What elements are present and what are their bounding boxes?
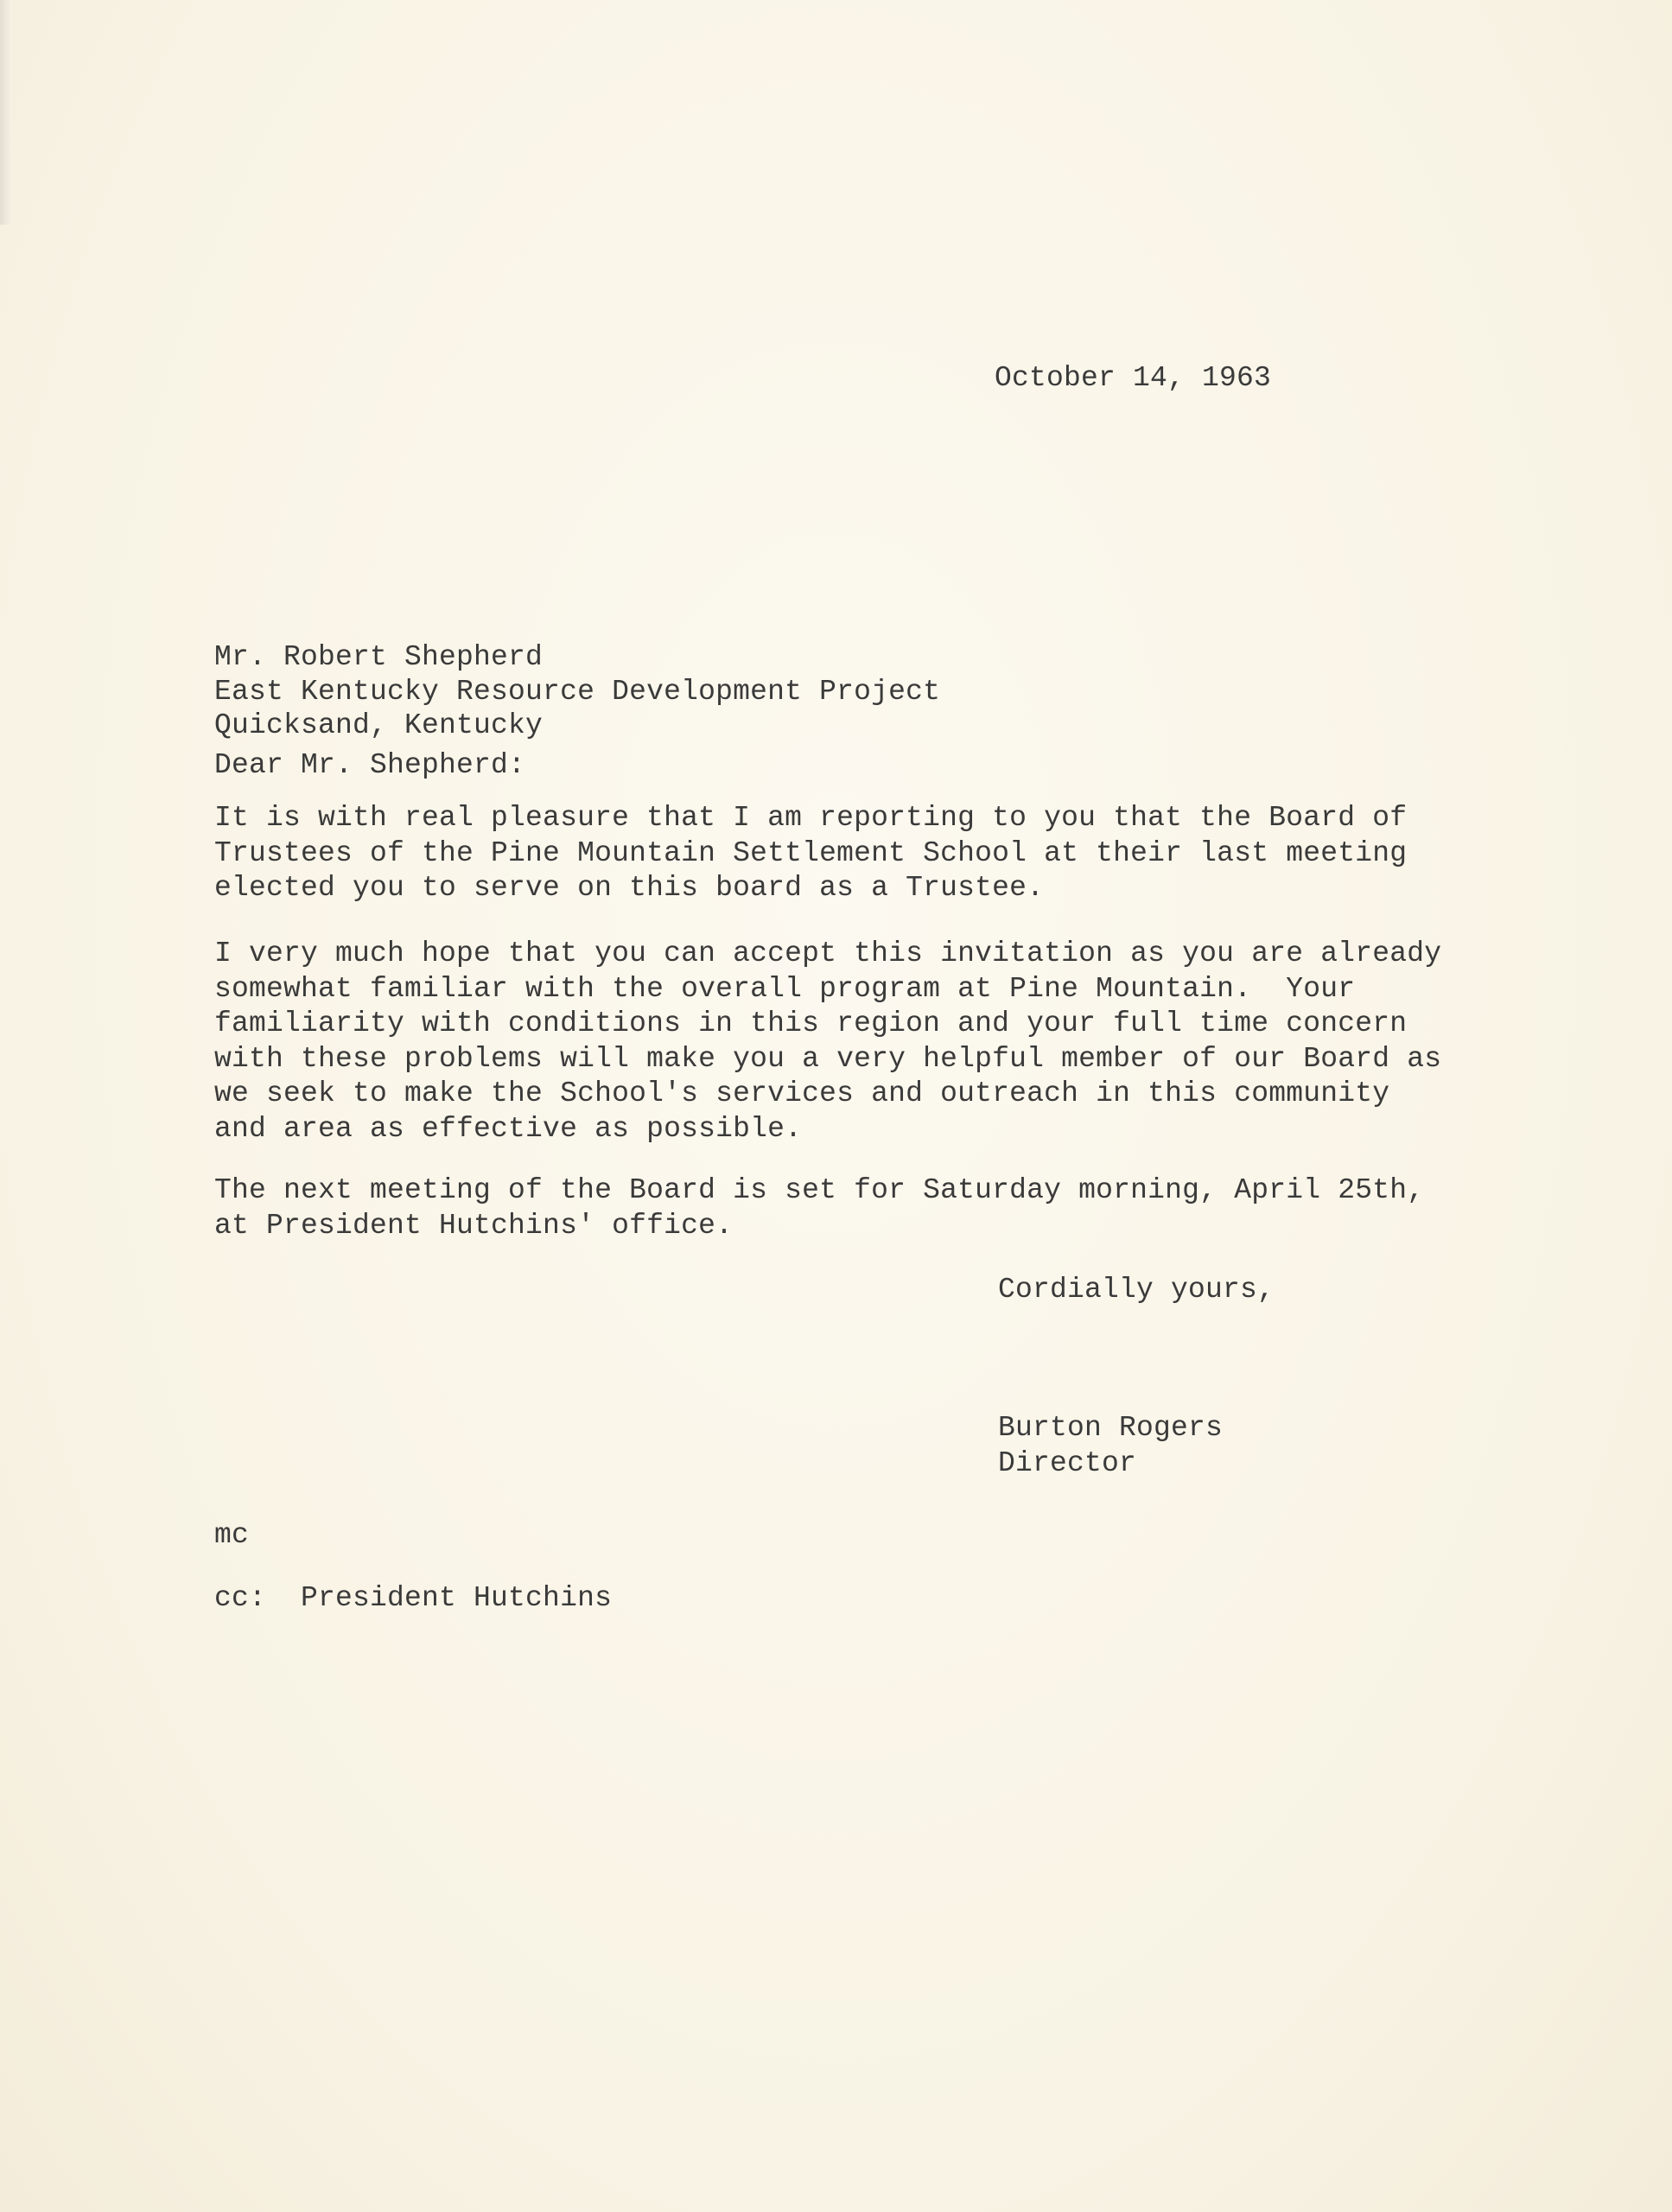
paragraph-line: familiarity with conditions in this region and your full time concern — [214, 1007, 1408, 1039]
paragraph-line: with these problems will make you a very helpful member of our Board as — [214, 1042, 1442, 1075]
signer-name: Burton Rogers — [998, 1412, 1224, 1444]
paragraph-line: somewhat familiar with the overall program at Pine Mountain. Your — [214, 972, 1356, 1005]
paragraph-line: we seek to make the School's services and outreach in this community — [214, 1077, 1390, 1109]
paragraph-2 — [214, 937, 1441, 1147]
cc-line: cc: President Hutchins — [214, 1582, 613, 1614]
recipient-location: Quicksand, Kentucky — [214, 709, 544, 741]
signature-block — [998, 1411, 1223, 1481]
paragraph-line: and area as effective as possible. — [214, 1112, 803, 1145]
paragraph-line: The next meeting of the Board is set for Saturday morning, April 25th, — [214, 1174, 1425, 1206]
paragraph-1 — [214, 801, 1407, 906]
paragraph-line: elected you to serve on this board as a Trustee. — [214, 872, 1045, 904]
signer-title: Director — [998, 1446, 1137, 1479]
paper-edge — [0, 0, 12, 225]
paragraph-3 — [214, 1173, 1424, 1243]
paragraph-line: Trustees of the Pine Mountain Settlement School at their last meeting — [214, 836, 1408, 869]
paragraph-line: at President Hutchins' office. — [214, 1209, 734, 1242]
closing: Cordially yours, — [998, 1274, 1275, 1306]
recipient-name: Mr. Robert Shepherd — [214, 641, 544, 673]
recipient-organization: East Kentucky Resource Development Project — [214, 675, 941, 708]
paragraph-line: I very much hope that you can accept this invitation as you are already — [214, 938, 1442, 969]
letter-date: October 14, 1963 — [995, 362, 1272, 394]
paragraph-line: It is with real pleasure that I am reporting to you that the Board of — [214, 802, 1408, 834]
salutation: Dear Mr. Shepherd: — [214, 749, 526, 781]
recipient-address — [214, 640, 940, 743]
typist-initials: mc — [214, 1519, 250, 1551]
